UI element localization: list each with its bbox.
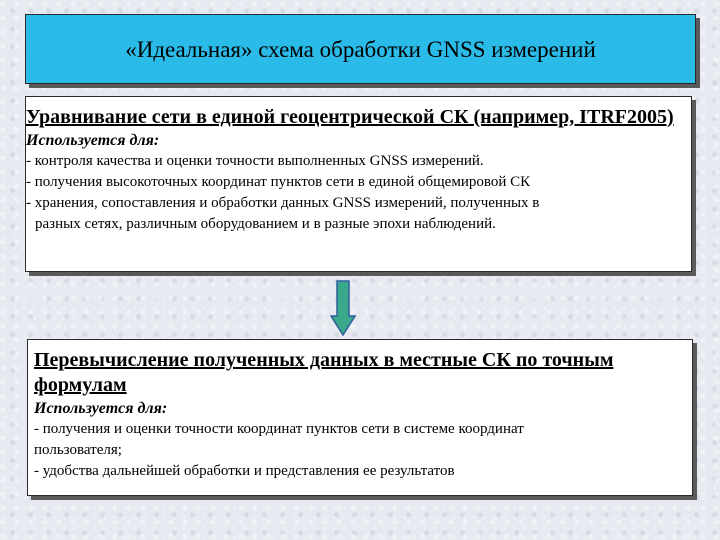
down-arrow-shape [331,281,355,335]
step2-item: - получения и оценки точности координат пунктов сети в системе координат [34,421,524,437]
step1-item: - контроля качества и оценки точности выполненных GNSS измерений. [26,153,484,169]
step1-item: разных сетях, различным оборудованием и в разные эпохи наблюдений. [35,216,496,232]
step2-item: - удобства дальнейшей обработки и представления ее результатов [34,463,455,479]
step1-item: - хранения, сопоставления и обработки данных GNSS измерений, полученных в [26,195,540,211]
step2-heading: Перевычисление полученных данных в местные СК по точным формулам [34,349,614,396]
step1-item: - получения высокоточных координат пунктов сети в единой общемировой СК [26,174,531,190]
step-box-network-adjustment [25,96,692,272]
step1-heading: Уравнивание сети в единой геоцентрической СК (например, ITRF2005) [26,106,674,128]
step2-item: пользователя; [34,442,122,458]
title-box [25,14,696,84]
step1-used-for-label: Используется для: [26,132,160,149]
step2-used-for-label: Используется для: [34,400,168,417]
diagram-title: «Идеальная» схема обработки GNSS измерений [125,36,596,62]
down-arrow-icon [330,280,356,336]
step-box-local-transform [27,339,693,496]
